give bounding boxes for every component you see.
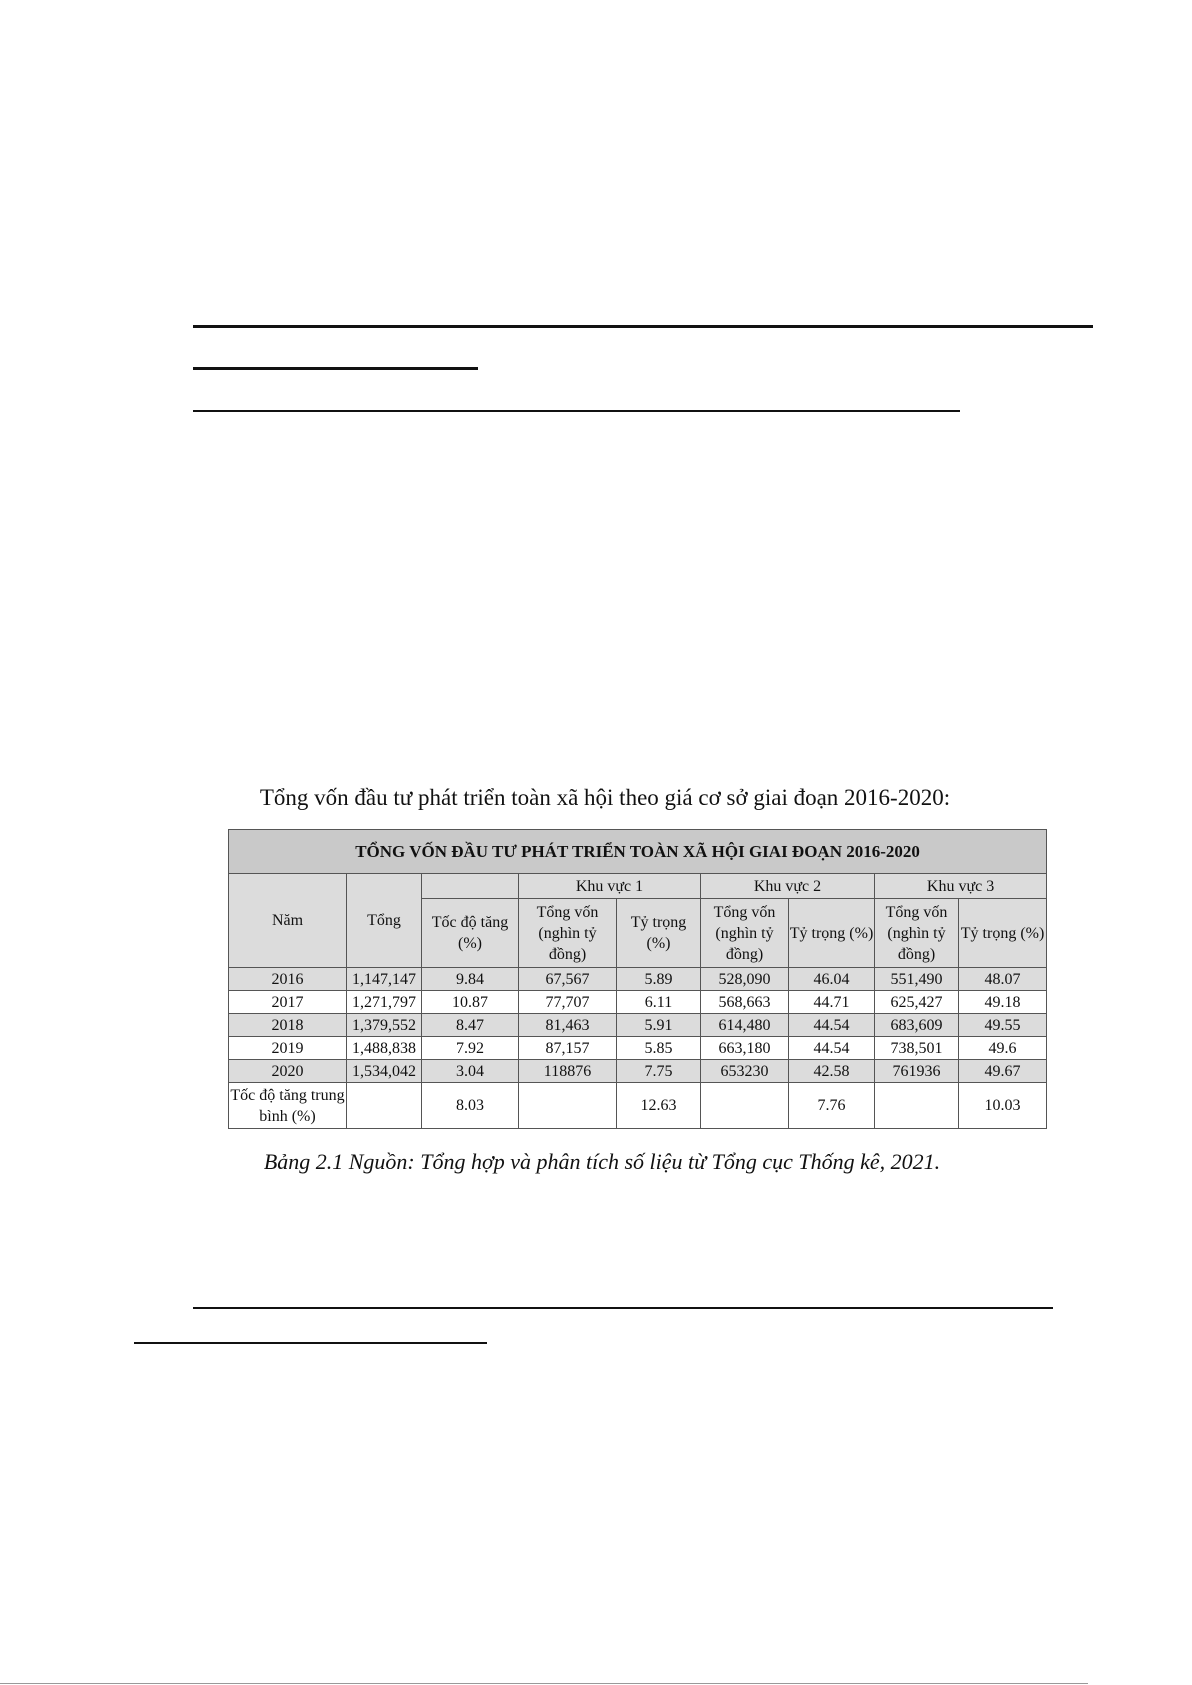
- cell-total: 1,488,838: [347, 1037, 422, 1060]
- table-intro: Tổng vốn đầu tư phát triển toàn xã hội theo giá cơ sở giai đoạn 2016-2020:: [259, 785, 951, 810]
- cell-k3-capital: 551,490: [875, 968, 959, 991]
- cell-k2-capital: 568,663: [701, 991, 789, 1014]
- cell-k2-capital: 614,480: [701, 1014, 789, 1037]
- cell-growth: 8.47: [422, 1014, 519, 1037]
- cell-k1-share: 6.11: [617, 991, 701, 1014]
- redacted-line: [193, 325, 1093, 328]
- average-row: [229, 1083, 1047, 1129]
- cell-k1-share: 5.89: [617, 968, 701, 991]
- cell-growth: 7.92: [422, 1037, 519, 1060]
- cell-total: 1,379,552: [347, 1014, 422, 1037]
- cell-k3-share: 48.07: [959, 968, 1047, 991]
- cell-avg-k2-share: 7.76: [789, 1083, 875, 1129]
- redacted-line: [193, 1307, 1053, 1309]
- cell-k1-capital: 118876: [519, 1060, 617, 1083]
- header-capital: Tổng vốn (nghìn tỷ đồng): [875, 899, 959, 968]
- table-title: TỔNG VỐN ĐẦU TƯ PHÁT TRIỂN TOÀN XÃ HỘI GIAI ĐOẠN 2016-2020: [229, 830, 1047, 874]
- cell-avg-k1-share: 12.63: [617, 1083, 701, 1129]
- cell-k3-share: 49.67: [959, 1060, 1047, 1083]
- cell-k3-capital: 738,501: [875, 1037, 959, 1060]
- cell-year: 2016: [229, 968, 347, 991]
- cell-growth: 9.84: [422, 968, 519, 991]
- cell-k2-capital: 663,180: [701, 1037, 789, 1060]
- header-total: Tổng: [347, 874, 422, 968]
- header-share: Tỷ trọng (%): [959, 899, 1047, 968]
- cell-total: 1,534,042: [347, 1060, 422, 1083]
- cell-total: 1,147,147: [347, 968, 422, 991]
- cell-k3-share: 49.6: [959, 1037, 1047, 1060]
- cell-k3-capital: 683,609: [875, 1014, 959, 1037]
- redacted-line: [193, 410, 960, 412]
- cell-k1-share: 5.85: [617, 1037, 701, 1060]
- cell-k3-capital: 761936: [875, 1060, 959, 1083]
- cell-k3-share: 49.18: [959, 991, 1047, 1014]
- cell-k2-share: 44.54: [789, 1014, 875, 1037]
- page-bottom-rule: [0, 1683, 1088, 1684]
- redacted-line: [193, 367, 478, 370]
- cell-empty: [519, 1083, 617, 1129]
- investment-table: [228, 829, 1047, 1129]
- cell-growth: 3.04: [422, 1060, 519, 1083]
- cell-k1-share: 7.75: [617, 1060, 701, 1083]
- header-capital: Tổng vốn (nghìn tỷ đồng): [701, 899, 789, 968]
- header-empty: [422, 874, 519, 899]
- cell-k3-share: 49.55: [959, 1014, 1047, 1037]
- header-share: Tỷ trọng (%): [617, 899, 701, 968]
- cell-k2-capital: 653230: [701, 1060, 789, 1083]
- cell-avg-growth: 8.03: [422, 1083, 519, 1129]
- table-caption: Bảng 2.1 Nguồn: Tổng hợp và phân tích số liệu từ Tổng cục Thống kê, 2021.: [263, 1149, 941, 1174]
- cell-k2-share: 42.58: [789, 1060, 875, 1083]
- cell-k3-capital: 625,427: [875, 991, 959, 1014]
- table-row: [229, 968, 1047, 991]
- table-row: [229, 991, 1047, 1014]
- cell-growth: 10.87: [422, 991, 519, 1014]
- header-capital: Tổng vốn (nghìn tỷ đồng): [519, 899, 617, 968]
- header-group-3: Khu vực 3: [875, 874, 1047, 899]
- header-group-1: Khu vực 1: [519, 874, 701, 899]
- cell-avg-k3-share: 10.03: [959, 1083, 1047, 1129]
- cell-year: 2018: [229, 1014, 347, 1037]
- redacted-line: [134, 1342, 487, 1344]
- table-row: [229, 1060, 1047, 1083]
- cell-empty: [701, 1083, 789, 1129]
- header-share: Tỷ trọng (%): [789, 899, 875, 968]
- cell-year: 2017: [229, 991, 347, 1014]
- cell-k1-capital: 67,567: [519, 968, 617, 991]
- cell-empty: [875, 1083, 959, 1129]
- header-group-2: Khu vực 2: [701, 874, 875, 899]
- cell-k1-capital: 87,157: [519, 1037, 617, 1060]
- cell-k2-share: 44.54: [789, 1037, 875, 1060]
- cell-k1-capital: 81,463: [519, 1014, 617, 1037]
- cell-total: 1,271,797: [347, 991, 422, 1014]
- cell-k2-share: 46.04: [789, 968, 875, 991]
- table-row: [229, 1037, 1047, 1060]
- cell-avg-label: Tốc độ tăng trung bình (%): [229, 1083, 347, 1129]
- cell-k2-share: 44.71: [789, 991, 875, 1014]
- header-growth: Tốc độ tăng (%): [422, 899, 519, 968]
- cell-empty: [347, 1083, 422, 1129]
- header-year: Năm: [229, 874, 347, 968]
- cell-year: 2020: [229, 1060, 347, 1083]
- cell-k2-capital: 528,090: [701, 968, 789, 991]
- table-row: [229, 1014, 1047, 1037]
- cell-k1-share: 5.91: [617, 1014, 701, 1037]
- cell-k1-capital: 77,707: [519, 991, 617, 1014]
- cell-year: 2019: [229, 1037, 347, 1060]
